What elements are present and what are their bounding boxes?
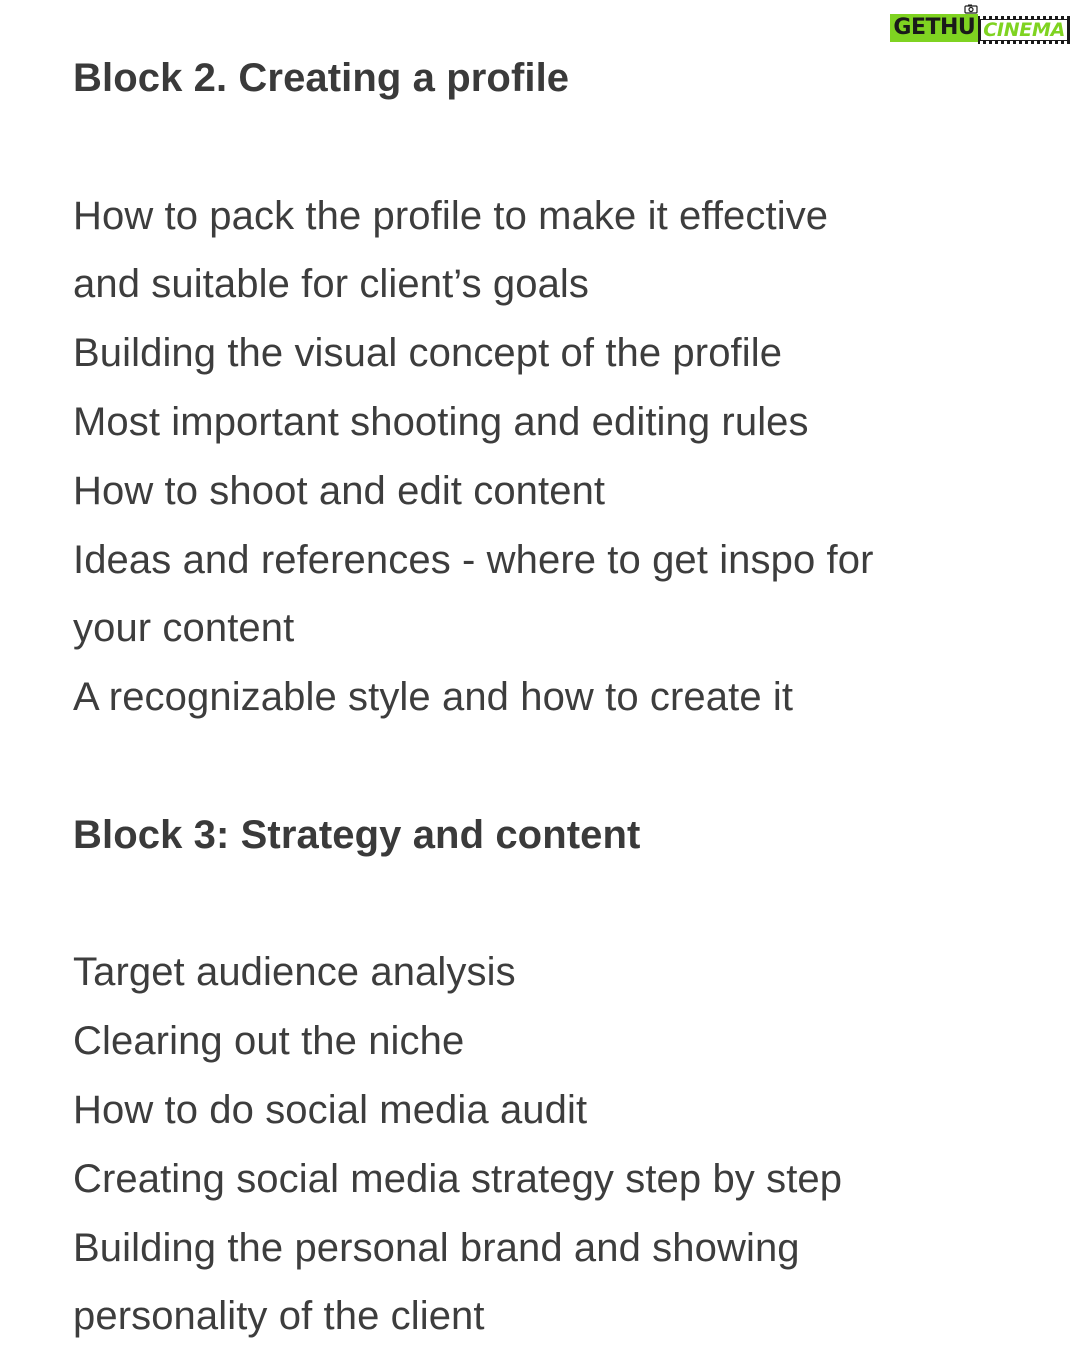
- camera-icon: [964, 4, 978, 14]
- list-item: Target audience analysis: [73, 950, 516, 995]
- watermark-film-strip: [978, 16, 1070, 44]
- list-item: Building the personal brand and showing: [73, 1225, 800, 1270]
- list-item: Creating social media strategy step by step: [73, 1156, 843, 1201]
- list-item: How to pack the profile to make it effective: [73, 193, 829, 238]
- list-item: Building the visual concept of the profile: [73, 331, 783, 376]
- list-item: Most important shooting and editing rules: [73, 399, 809, 444]
- list-item: your content: [73, 606, 295, 651]
- blank-line: [73, 870, 1033, 939]
- blank-line: [73, 113, 1033, 182]
- watermark-logo: [890, 4, 1070, 44]
- list-item: How to shoot and edit content: [73, 468, 606, 513]
- list-item: Ideas and references - where to get inspo for: [73, 537, 874, 582]
- blank-line: [73, 732, 1033, 801]
- section-heading-block-3: Block 3: Strategy and content: [73, 812, 641, 857]
- list-item: How to do social media audit: [73, 1087, 588, 1132]
- watermark-right-text: CINEMA: [983, 19, 1065, 41]
- section-heading-block-2: Block 2. Creating a profile: [73, 56, 570, 100]
- watermark-left-text: GETHU: [890, 14, 978, 42]
- film-holes-top: [980, 16, 1068, 19]
- list-item: A recognizable style and how to create it: [73, 675, 794, 720]
- list-item: and suitable for client’s goals: [73, 262, 590, 307]
- list-item: Clearing out the niche: [73, 1019, 465, 1064]
- note-body: [73, 44, 1033, 1351]
- list-item: personality of the client: [73, 1294, 485, 1339]
